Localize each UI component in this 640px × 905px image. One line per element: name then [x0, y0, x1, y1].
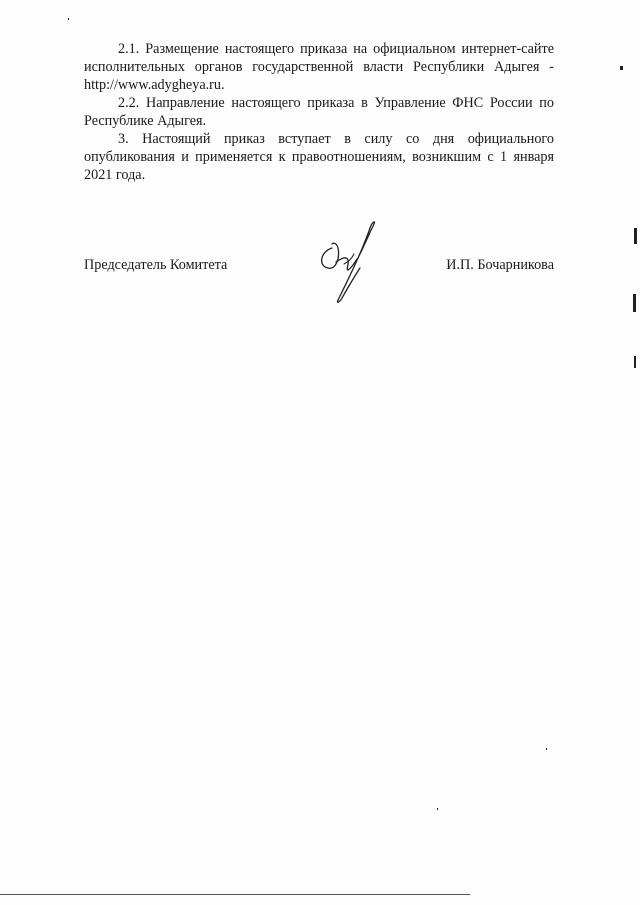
signatory-position: Председатель Комитета: [84, 257, 228, 273]
scan-artifact: [68, 18, 69, 20]
handwritten-signature: [312, 218, 382, 308]
paragraph-2-1: 2.1. Размещение настоящего приказа на официальном интернет-сайте исполнительных органов государственной власти Республики Адыгея - http://www.adygheya.ru.: [84, 41, 554, 93]
scan-artifact: [546, 748, 547, 750]
paragraph-2-2: 2.2. Направление настоящего приказа в Управление ФНС России по Республике Адыгея.: [84, 95, 554, 129]
signatory-name: И.П. Бочарникова: [446, 257, 554, 273]
scan-artifact: [634, 228, 637, 244]
scan-artifact: [634, 356, 636, 368]
scan-artifact: [620, 66, 623, 70]
paragraph-3: 3. Настоящий приказ вступает в силу со дня официального опубликования и применяется к правоотношениям, возникшим с 1 января 2021 года.: [84, 131, 554, 183]
scan-artifact: [437, 808, 438, 810]
bottom-scan-line: [0, 894, 470, 895]
document-body: [84, 40, 554, 184]
scan-artifact: [633, 294, 636, 312]
